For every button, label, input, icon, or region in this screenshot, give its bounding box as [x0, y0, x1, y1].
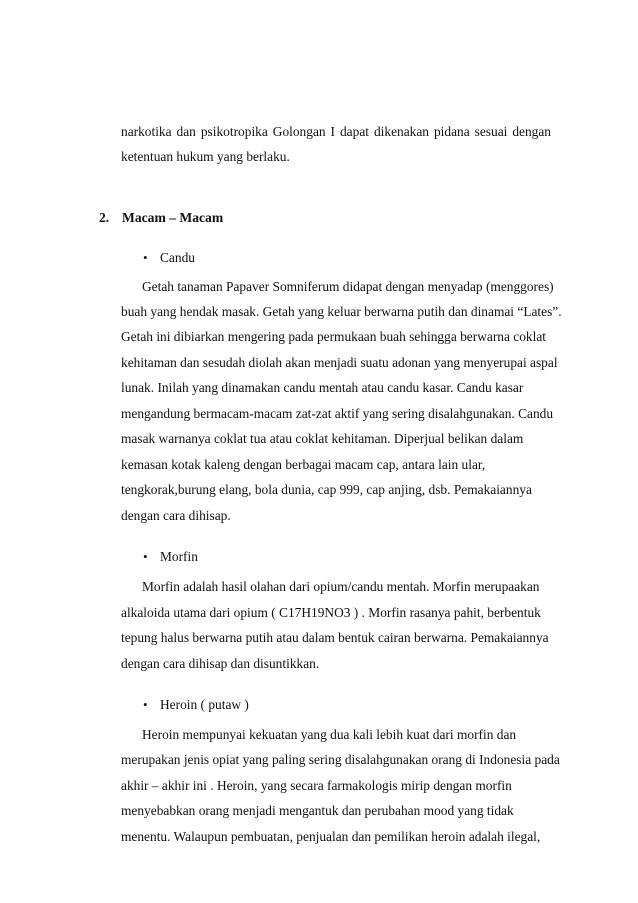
morfin-line: Morfin adalah hasil olahan dari opium/candu mentah. Morfin merupaakan — [142, 579, 540, 594]
candu-line: buah yang hendak masak. Getah yang keluar berwarna putih dan dinamai “Lates”. — [121, 304, 562, 319]
candu-line: tengkorak,burung elang, bola dunia, cap 999, cap anjing, dsb. Pemakaiannya — [121, 482, 532, 497]
morfin-line: dengan cara dihisap dan disuntikkan. — [121, 656, 320, 671]
morfin-line: tepung halus berwarna putih atau dalam bentuk cairan berwarna. Pemakaiannya — [121, 630, 549, 645]
bullet-title-candu: Candu — [160, 250, 195, 265]
heroin-line: akhir – akhir ini . Heroin, yang secara farmakologis mirip dengan morfin — [121, 778, 512, 793]
bullet-dot: • — [143, 549, 148, 564]
heroin-line: menyebabkan orang menjadi mengantuk dan perubahan mood yang tidak — [121, 803, 514, 818]
candu-line: lunak. Inilah yang dinamakan candu mentah atau candu kasar. Candu kasar — [121, 380, 524, 395]
candu-line: masak warnanya coklat tua atau coklat kehitaman. Diperjual belikan dalam — [121, 431, 524, 446]
bullet-title-morfin: Morfin — [160, 549, 198, 564]
bullet-title-heroin: Heroin ( putaw ) — [160, 697, 249, 712]
heroin-line: menentu. Walaupun pembuatan, penjualan dan pemilikan heroin adalah ilegal, — [121, 829, 541, 844]
bullet-dot: • — [143, 250, 148, 265]
candu-line: Getah ini dibiarkan mengering pada permukaan buah sehingga berwarna coklat — [121, 329, 546, 344]
candu-line: dengan cara dihisap. — [121, 508, 231, 523]
intro-line-2: ketentuan hukum yang berlaku. — [121, 149, 290, 164]
candu-line: kemasan kotak kaleng dengan berbagai macam cap, antara lain ular, — [121, 457, 486, 472]
section-number: 2. — [99, 210, 110, 225]
heroin-line: merupakan jenis opiat yang paling sering disalahgunakan orang di Indonesia pada — [121, 752, 560, 767]
intro-line-1: narkotika dan psikotropika Golongan I dapat dikenakan pidana sesuai dengan — [121, 124, 551, 139]
candu-line: mengandung bermacam-macam zat-zat aktif yang sering disalahgunakan. Candu — [121, 406, 554, 421]
morfin-line: alkaloida utama dari opium ( C17H19NO3 ) . Morfin rasanya pahit, berbentuk — [121, 605, 541, 620]
heroin-line: Heroin mempunyai kekuatan yang dua kali lebih kuat dari morfin dan — [142, 727, 517, 742]
bullet-dot: • — [143, 697, 148, 712]
candu-line: kehitaman dan sesudah diolah akan menjadi suatu adonan yang menyerupai aspal — [121, 355, 558, 370]
candu-line: Getah tanaman Papaver Somniferum didapat dengan menyadap (menggores) — [142, 279, 554, 294]
section-title: Macam – Macam — [122, 210, 224, 225]
